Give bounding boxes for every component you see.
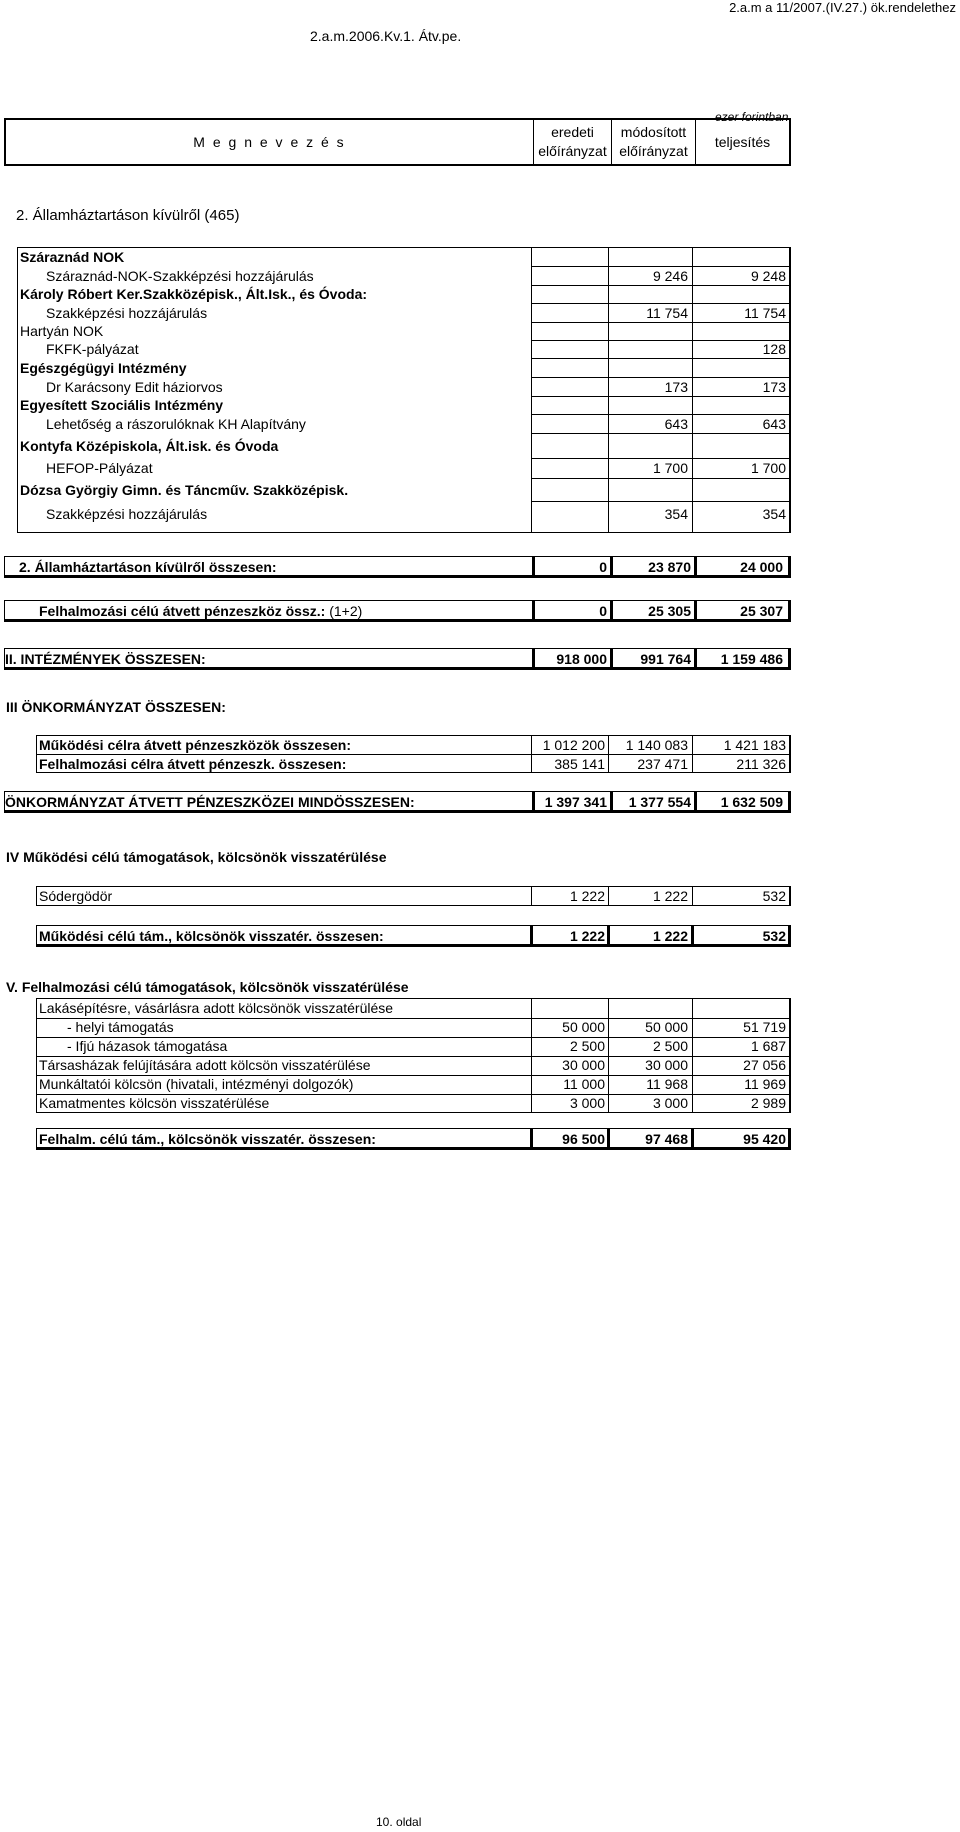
section5-total-label: Felhalm. célú tám., kölcsönök visszatér. összesen: [39,1131,376,1147]
section2-row [18,415,789,433]
grand-total-original: 1 397 341 [544,794,607,810]
section3-row-original: 1 012 200 [542,737,605,753]
section5-row [37,1094,789,1112]
section5-row-label: Munkáltatói kölcsön (hivatali, intézményi dolgozók) [39,1076,354,1092]
document-reference: 2.a.m a 11/2007.(IV.27.) ök.rendelethez [729,0,956,15]
section4-row-original: 1 222 [569,888,605,904]
section2-row [18,501,789,527]
section2-row-label: Hartyán NOK [20,323,104,339]
section2-row-actual: 354 [762,506,786,522]
section2-row [18,340,789,358]
section2-row-actual: 643 [762,416,786,432]
section5-row-modified: 3 000 [652,1095,688,1111]
felhalm-total-original: 0 [599,603,607,619]
section5-row-original: 11 000 [563,1076,605,1092]
section5-row-modified: 30 000 [645,1057,688,1073]
section3-row-actual: 1 421 183 [723,737,786,753]
section2-row [18,267,789,285]
section2-row [18,434,789,458]
section4-total-label: Működési célú tám., kölcsönök visszatér. összesen: [39,928,384,944]
felhalm-total-row [4,600,791,622]
section2-row-modified: 354 [664,506,688,522]
section5-row-actual: 11 969 [744,1076,786,1092]
unit-label: ezer forintban [715,110,789,124]
section2-row-modified: 173 [664,379,688,395]
column-header-table [4,118,791,166]
section2-row-label: Kontyfa Középiskola, Ált.isk. és Óvoda [20,438,279,454]
section3-table [36,735,791,773]
section4-row-label: Sódergödör [39,888,113,904]
section2-row [18,322,789,340]
section2-table [17,247,791,533]
section5-total-modified: 97 468 [645,1131,688,1147]
section5-total-original: 96 500 [562,1131,605,1147]
section5-row [37,1018,789,1036]
section5-row-actual: 27 056 [743,1057,786,1073]
section2-total-actual: 24 000 [740,559,783,575]
column-header-original: eredeti előírányzat [533,120,611,164]
section5-table [36,998,791,1113]
section2-row [18,378,789,396]
section2-row-label: FKFK-pályázat [46,341,139,357]
section2-total-original: 0 [599,559,607,575]
institutions-total-row [4,648,791,670]
section5-row-label: Társasházak felújítására adott kölcsön visszatérülése [39,1057,371,1073]
section2-total-label: 2. Államháztartáson kívülről összesen: [19,559,277,575]
section2-total-modified: 23 870 [648,559,691,575]
section2-row [18,479,789,501]
grand-total-row [4,791,791,813]
section5-row-original: 50 000 [562,1019,605,1035]
column-header-modified: módosított előírányzat [611,120,695,164]
section5-row-modified: 11 968 [646,1076,688,1092]
section5-row-original: 30 000 [562,1057,605,1073]
column-header-name: M e g n e v e z é s [193,133,346,150]
section4-row-modified: 1 222 [652,888,688,904]
section2-row-label: Dózsa Györgiy Gimn. és Táncműv. Szakközépisk. [20,482,349,498]
section5-row-actual: 51 719 [743,1019,786,1035]
section5-row-original: 3 000 [569,1095,605,1111]
section4-title: IV Működési célú támogatások, kölcsönök visszatérülése [6,849,387,865]
section5-row [37,1056,789,1074]
section2-row [18,248,789,266]
section5-total-row [36,1128,791,1150]
section4-row-actual: 532 [762,888,786,904]
section3-row-label: Felhalmozási célra átvett pénzeszk. összesen: [39,756,347,772]
section2-row-actual: 9 248 [750,268,786,284]
section2-row-actual: 128 [762,341,786,357]
section5-row-label: - Ifjú házasok támogatása [67,1038,228,1054]
section3-row-original: 385 141 [554,756,605,772]
section4-total-actual: 532 [762,928,786,944]
section2-row-modified: 9 246 [652,268,688,284]
section3-row-label: Működési célra átvett pénzeszközök összesen: [39,737,351,753]
institutions-total-original: 918 000 [556,651,607,667]
section2-row-label: Egészgégügyi Intézmény [20,360,187,376]
institutions-total-modified: 991 764 [640,651,691,667]
section2-row-label: Száraznád NOK [20,249,125,265]
section5-row [37,1037,789,1055]
section3-row-modified: 237 471 [637,756,688,772]
section3-row-modified: 1 140 083 [625,737,688,753]
section5-row-actual: 1 687 [750,1038,786,1054]
section5-row-label: Kamatmentes kölcsön visszatérülése [39,1095,270,1111]
section4-total-original: 1 222 [569,928,605,944]
section2-total-row [4,556,791,578]
section2-row-label: Szakképzési hozzájárulás [46,305,208,321]
section2-row-label: HEFOP-Pályázat [46,460,153,476]
column-header-actual: teljesítés [695,120,789,164]
section5-row-label: Lakásépítésre, vásárlásra adott kölcsönök visszatérülése [39,1000,394,1016]
section4-total-row [36,925,791,947]
felhalm-total-modified: 25 305 [648,603,691,619]
institutions-total-label: II. INTÉZMÉNYEK ÖSSZESEN: [5,651,206,667]
section2-row [18,285,789,303]
grand-total-actual: 1 632 509 [720,794,783,810]
section5-row-modified: 2 500 [652,1038,688,1054]
felhalm-total-actual: 25 307 [740,603,783,619]
section2-row-label: Károly Róbert Ker.Szakközépisk., Ált.Isk., és Óvoda: [20,286,368,302]
section5-row-original: 2 500 [569,1038,605,1054]
felhalm-total-suffix: (1+2) [325,603,363,619]
section5-row [37,1075,789,1093]
section2-row-modified: 643 [664,416,688,432]
grand-total-label: ÖNKORMÁNYZAT ÁTVETT PÉNZESZKÖZEI MINDÖSSZESEN: [5,794,415,810]
section4-total-modified: 1 222 [652,928,688,944]
section5-row-modified: 50 000 [645,1019,688,1035]
section2-row-label: Egyesített Szociális Intézmény [20,397,224,413]
document-title: 2.a.m.2006.Kv.1. Átv.pe. [310,28,462,44]
section2-row [18,359,789,377]
section5-title: V. Felhalmozási célú támogatások, kölcsönök visszatérülése [6,979,409,995]
section5-total-actual: 95 420 [743,1131,786,1147]
grand-total-modified: 1 377 554 [628,794,691,810]
section2-row-actual: 1 700 [750,460,786,476]
page-number: 10. oldal [376,1815,422,1829]
institutions-total-actual: 1 159 486 [720,651,783,667]
section2-row-actual: 173 [762,379,786,395]
section2-row-label: Dr Karácsony Edit háziorvos [46,379,223,395]
section5-row-actual: 2 989 [750,1095,786,1111]
section2-title: 2. Államháztartáson kívülről (465) [16,207,240,224]
section4-table [36,886,791,906]
section5-row-label: - helyi támogatás [67,1019,174,1035]
section2-row [18,396,789,414]
section2-row-label: Szakképzési hozzájárulás [46,506,208,522]
section2-row-modified: 11 754 [646,305,688,321]
felhalm-total-label: Felhalmozási célú átvett pénzeszköz össz.: [39,603,326,619]
section2-row [18,458,789,478]
section2-row-actual: 11 754 [744,305,786,321]
section5-row [37,999,789,1017]
section3-title: III ÖNKORMÁNYZAT ÖSSZESEN: [6,699,226,715]
section2-row-label: Száraznád-NOK-Szakképzési hozzájárulás [46,268,314,284]
section2-row-label: Lehetőség a rászorulóknak KH Alapítvány [46,416,306,432]
section2-row [18,304,789,322]
section3-row-actual: 211 326 [736,756,786,772]
section2-row-modified: 1 700 [652,460,688,476]
